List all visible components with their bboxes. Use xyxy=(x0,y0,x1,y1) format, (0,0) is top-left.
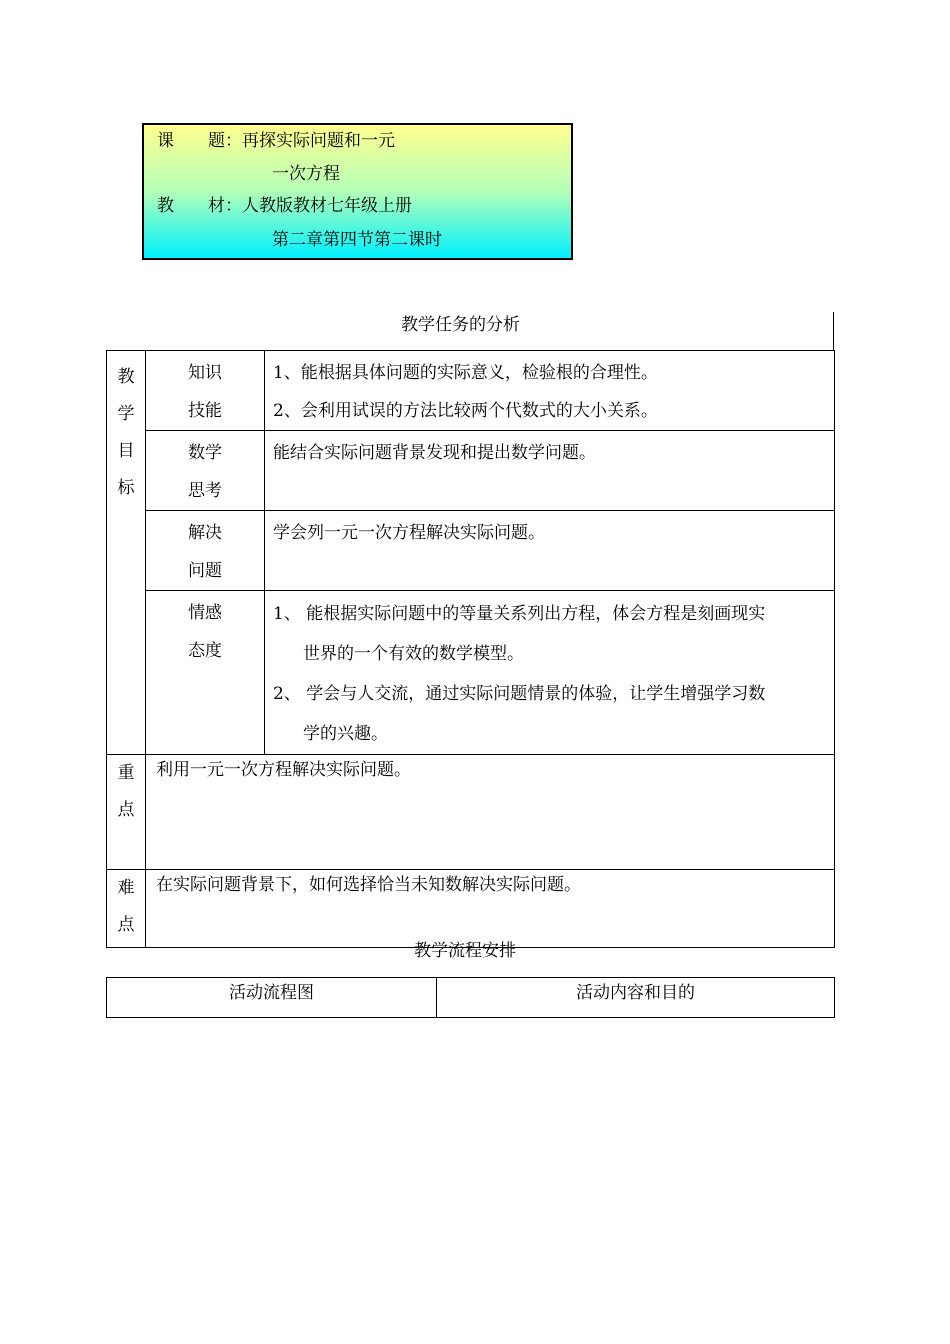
difficulty-label: 难 点 xyxy=(107,870,146,948)
material-label: 教 材： xyxy=(157,196,242,216)
flow-col-chart-header: 活动流程图 xyxy=(107,978,437,1018)
goal-thinking-label: 数学 思考 xyxy=(146,431,265,511)
goal-attitude-label: 情感 态度 xyxy=(146,591,265,755)
table-row xyxy=(107,351,835,431)
table-row xyxy=(107,511,835,591)
goal-problem-content: 学会列一元一次方程解决实际问题。 xyxy=(265,511,835,591)
topic-label: 课 题： xyxy=(157,131,242,151)
table-row xyxy=(107,591,835,755)
title-right-border xyxy=(833,312,834,351)
difficulty-content: 在实际问题背景下，如何选择恰当未知数解决实际问题。 xyxy=(146,870,835,948)
material-line-1 xyxy=(157,195,412,217)
topic-value-1: 再探实际问题和一元 xyxy=(242,131,395,151)
table-row xyxy=(107,755,835,870)
goal-knowledge-content: 1、能根据具体问题的实际意义，检验根的合理性。 2、会利用试误的方法比较两个代数式的大小关系。 xyxy=(265,351,835,431)
table-row xyxy=(107,870,835,948)
material-value-1: 人教版教材七年级上册 xyxy=(242,196,412,216)
key-point-label: 重 点 xyxy=(107,755,146,870)
goal-thinking-content: 能结合实际问题背景发现和提出数学问题。 xyxy=(265,431,835,511)
flow-col-content-header: 活动内容和目的 xyxy=(437,978,835,1018)
goals-label: 教 学 目 标 xyxy=(107,351,146,755)
material-value-2: 第二章第四节第二课时 xyxy=(272,230,442,250)
key-point-content: 利用一元一次方程解决实际问题。 xyxy=(146,755,835,870)
analysis-title: 教学任务的分析 xyxy=(401,315,520,335)
table-row xyxy=(107,431,835,511)
goal-knowledge-label: 知识 技能 xyxy=(146,351,265,431)
flow-header-row xyxy=(107,978,835,1018)
topic-value-2: 一次方程 xyxy=(272,164,340,184)
lesson-info-box xyxy=(142,123,573,260)
flow-title: 教学流程安排 xyxy=(414,941,516,961)
analysis-table xyxy=(106,350,835,948)
goal-attitude-content: 1、 能根据实际问题中的等量关系列出方程，体会方程是刻画现实 世界的一个有效的数学模型。 2、 学会与人交流，通过实际问题情景的体验，让学生增强学习数 学的兴趣。 xyxy=(265,591,835,755)
flow-table xyxy=(106,977,835,1018)
goal-problem-label: 解决 问题 xyxy=(146,511,265,591)
topic-line-1 xyxy=(157,130,395,152)
